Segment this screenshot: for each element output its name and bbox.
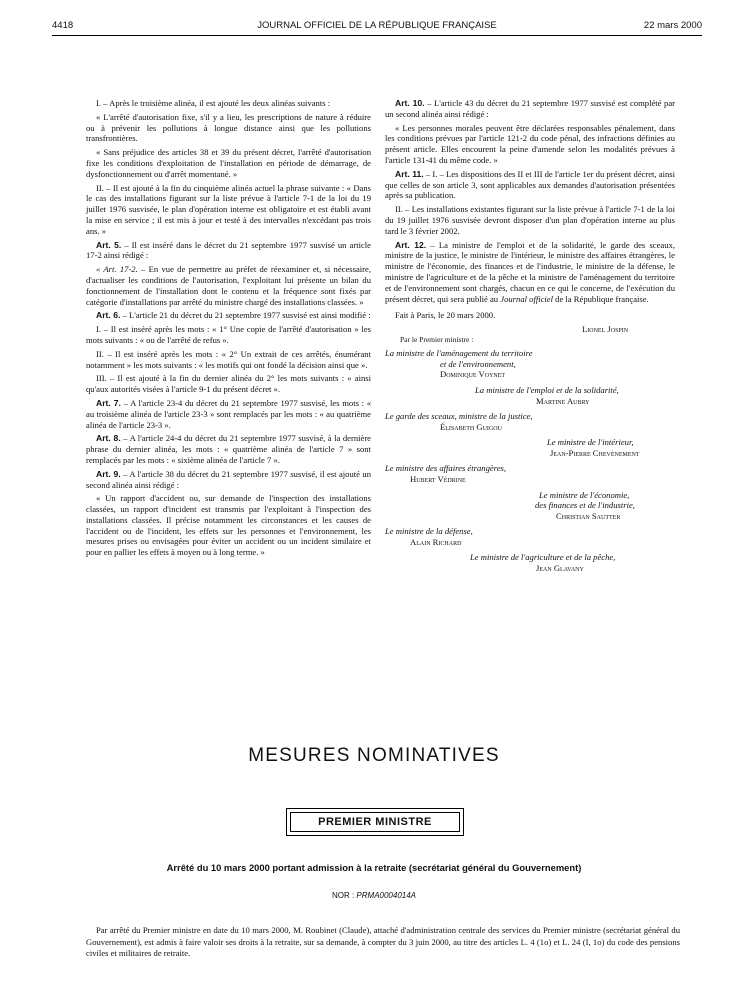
article-text: – En vue de permettre au préfet de réexaminer et, si nécessaire, d'actualiser les conditions de l'autorisation, l'exploitant lui présente un bilan du fonctionnement de l'installation dont le contenu et la fréquence sont fixés par catégorie d'installations par arrêté du ministre chargé des installations classées. » (86, 264, 371, 307)
signatory-role: Le garde des sceaux, ministre de la justice, (385, 410, 533, 421)
issue-date: 22 mars 2000 (643, 20, 702, 31)
article-label: Art. 10. (395, 98, 425, 108)
signing-place-date: Fait à Paris, le 20 mars 2000. (395, 310, 496, 321)
signatory-role: Par le Premier ministre : (400, 334, 474, 344)
signatory-name: Christian Sautter (556, 511, 621, 522)
article-text: – L'article 43 du décret du 21 septembre 1977 susvisé est complété par un second alinéa ainsi rédigé : (385, 98, 676, 119)
signatory-role: Le ministre de l'intérieur, (547, 437, 634, 448)
page-header (52, 20, 702, 34)
paragraph: II. – Il est inséré après les mots : « 2° Un extrait de ces arrêtés, énumérant notamment » les mots suivants : « les motifs qui ont fondé la décision ainsi que ». (86, 348, 371, 370)
paragraph: « Un rapport d'accident ou, sur demande de l'inspection des installations classées, un rapport d'incident est transmis par l'exploitant à l'inspection des installations classées. Il précise notamment les circonstances et les causes de l'accident ou de l'incident, les effets sur les personnes et l'environnement, les mesures prises ou envisagées pour éviter un accident ou un incident similaire et pour en pallier les effets à moyen ou à long terme. » (86, 493, 371, 558)
article-17-2 (86, 264, 371, 307)
article-7 (86, 398, 371, 430)
nor-value: PRMA0004014A (356, 891, 417, 900)
nor-label: NOR : (331, 891, 357, 900)
paragraph: « Sans préjudice des articles 38 et 39 du présent décret, l'arrêté d'autorisation fixe les conditions d'exploitation de l'installation en période de démarrage, de dysfonctionnement ou d'arrêt momentané. » (86, 147, 371, 179)
article-label: Art. 8. (96, 433, 121, 444)
signatory-name: Jean-Pierre Chevènement (550, 448, 640, 459)
nor-reference (0, 891, 748, 900)
paragraph: I. – Après le troisième alinéa, il est ajouté les deux alinéas suivants : (96, 98, 331, 108)
article-8 (86, 433, 371, 465)
signatory-role: des finances et de l'industrie, (535, 500, 635, 511)
article-label: Art. 11. (395, 168, 424, 179)
article-12 (385, 240, 675, 305)
arrete-title: Arrêté du 10 mars 2000 portant admission à la retraite (secrétariat général du Gouvernement) (166, 862, 582, 873)
paragraph: II. – Les installations existantes figurant sur la liste prévue à l'article 7-1 de la loi du 19 juillet 1976 susvisée devront disposer d'un plan d'opération interne au plus tard le 3 février 2002. (385, 204, 675, 236)
signatory-role: Le ministre de la défense, (385, 525, 473, 536)
page-number: 4418 (52, 20, 74, 31)
article-text: – Il est inséré dans le décret du 21 septembre 1977 susvisé un article 17-2 ainsi rédigé : (86, 239, 371, 261)
signatory-role: La ministre de l'emploi et de la solidarité, (475, 385, 619, 396)
article-label: Art. 5. (96, 239, 122, 250)
signatory-role: La ministre de l'aménagement du territoire (385, 347, 533, 358)
article-text: – A l'article 23-4 du décret du 21 septembre 1977 susvisé, les mots : « au troisième alinéa de l'article 23-3 » sont remplacés par les mots : « au quatrième alinéa de l'article 23-3 ». (86, 397, 371, 430)
article-label: « Art. 17-2. (96, 264, 138, 275)
journal-officiel-ref: Journal officiel (500, 293, 554, 304)
article-label: Art. 9. (96, 468, 121, 479)
right-column (385, 98, 675, 574)
arrete-body: Par arrêté du Premier ministre en date du 10 mars 2000, M. Roubinet (Claude), attaché d'administration centrale des services du Premier ministre (secrétariat général du Gouvernement), est admis à faire valoir ses droits à la retraite, sur sa demande, à compter du 3 juin 2000, au titre des articles L. 4 (1o) et L. 24 (I, 1o) du code des pensions civiles et militaires de retraite. (86, 925, 680, 958)
paragraph: « L'arrêté d'autorisation fixe, s'il y a lieu, les prescriptions de nature à réduire ou à prévenir les pollutions à longue distance ainsi que les pollutions transfrontières. (86, 111, 371, 144)
article-text: de la République française. (553, 293, 649, 304)
signatory-role: et de l'environnement, (440, 358, 516, 369)
left-column (86, 98, 371, 561)
paragraph: III. – Il est ajouté à la fin du dernier alinéa du 2° les mots suivants : « ainsi qu'aux autorités visées à l'article 9-1 du présent décret ». (86, 373, 371, 395)
signatory-role: Le ministre des affaires étrangères, (385, 462, 507, 473)
article-label: Art. 6. (96, 310, 121, 321)
signatory-name: Lionel Jospin (582, 324, 629, 335)
article-text: – A l'article 38 du décret du 21 septembre 1977 susvisé, il est ajouté un second alinéa ainsi rédigé : (86, 468, 371, 490)
article-10 (385, 98, 675, 120)
section-heading: MESURES NOMINATIVES (248, 745, 500, 766)
signatures-block (385, 310, 675, 574)
article-text: – La ministre de l'emploi et de la solidarité, le garde des sceaux, ministre de la justice, le ministre de l'intérieur, le ministre des affaires étrangères, le ministre de l'économie, des finances et de l'industrie, le ministre de la défense, le ministre de l'agriculture et de la pêche et la ministre de l'aménagement du territoire et de l'environnement sont chargés, chacun en ce qui le concerne, de l'exécution du présent décret, qui sera publié au (385, 239, 675, 304)
signatory-role: Le ministre de l'agriculture et de la pêche, (470, 552, 616, 563)
paragraph: II. – Il est ajouté à la fin du cinquième alinéa actuel la phrase suivante : « Dans le cas des installations figurant sur la liste prévue à l'article 7-1 de la loi du 19 juillet 1976 susvisée, le plan d'opération interne est obligatoire et est établi avant la mise en service ; il est mis à jour et testé à des intervalles n'excédant pas trois ans. » (86, 182, 371, 236)
signatory-name: Jean Glavany (536, 563, 584, 574)
header-rule (52, 35, 702, 36)
article-text: – L'article 21 du décret du 21 septembre 1977 susvisé est ainsi modifié : (120, 310, 371, 321)
paragraph: « Les personnes morales peuvent être déclarées responsables pénalement, dans les conditions prévues par l'article 121-2 du code pénal, des infractions définies au présent article. Elles encourent la peine d'amende selon les modalités prévues à l'article 131-41 du même code. » (385, 122, 675, 165)
signatory-role: Le ministre de l'économie, (539, 489, 630, 500)
signatory-name: Élisabeth Guigou (440, 421, 502, 432)
signatory-name: Hubert Védrine (410, 473, 466, 484)
paragraph: I. – Il est inséré après les mots : « 1° Une copie de l'arrêté d'autorisation » les mots suivants : « ou de l'arrêté de refus ». (86, 324, 371, 345)
article-label: Art. 7. (96, 397, 121, 408)
signatory-name: Dominique Voynet (440, 369, 506, 380)
signatory-name: Martine Aubry (536, 395, 590, 406)
article-text: – A l'article 24-4 du décret du 21 septembre 1977 susvisé, à la dernière phrase du dernier alinéa, les mots : « quatrième alinéa de l'article 7 » sont remplacés par les mots : « sixième alinéa de l'article 7 ». (86, 433, 371, 465)
article-text: – I. – Les dispositions des II et III de l'article 1er du présent décret, ainsi que celles de son article 3, sont applicables aux demandes d'autorisation présentées après sa publication. (385, 168, 675, 201)
journal-title: JOURNAL OFFICIEL DE LA RÉPUBLIQUE FRANÇAISE (257, 20, 497, 31)
signatory-name: Alain Richard (410, 536, 462, 547)
article-9 (86, 469, 371, 491)
article-5 (86, 240, 371, 262)
article-label: Art. 12. (395, 239, 427, 250)
article-11 (385, 169, 675, 201)
article-6 (86, 310, 371, 321)
ministry-label: PREMIER MINISTRE (290, 812, 460, 832)
ministry-box (286, 808, 464, 836)
